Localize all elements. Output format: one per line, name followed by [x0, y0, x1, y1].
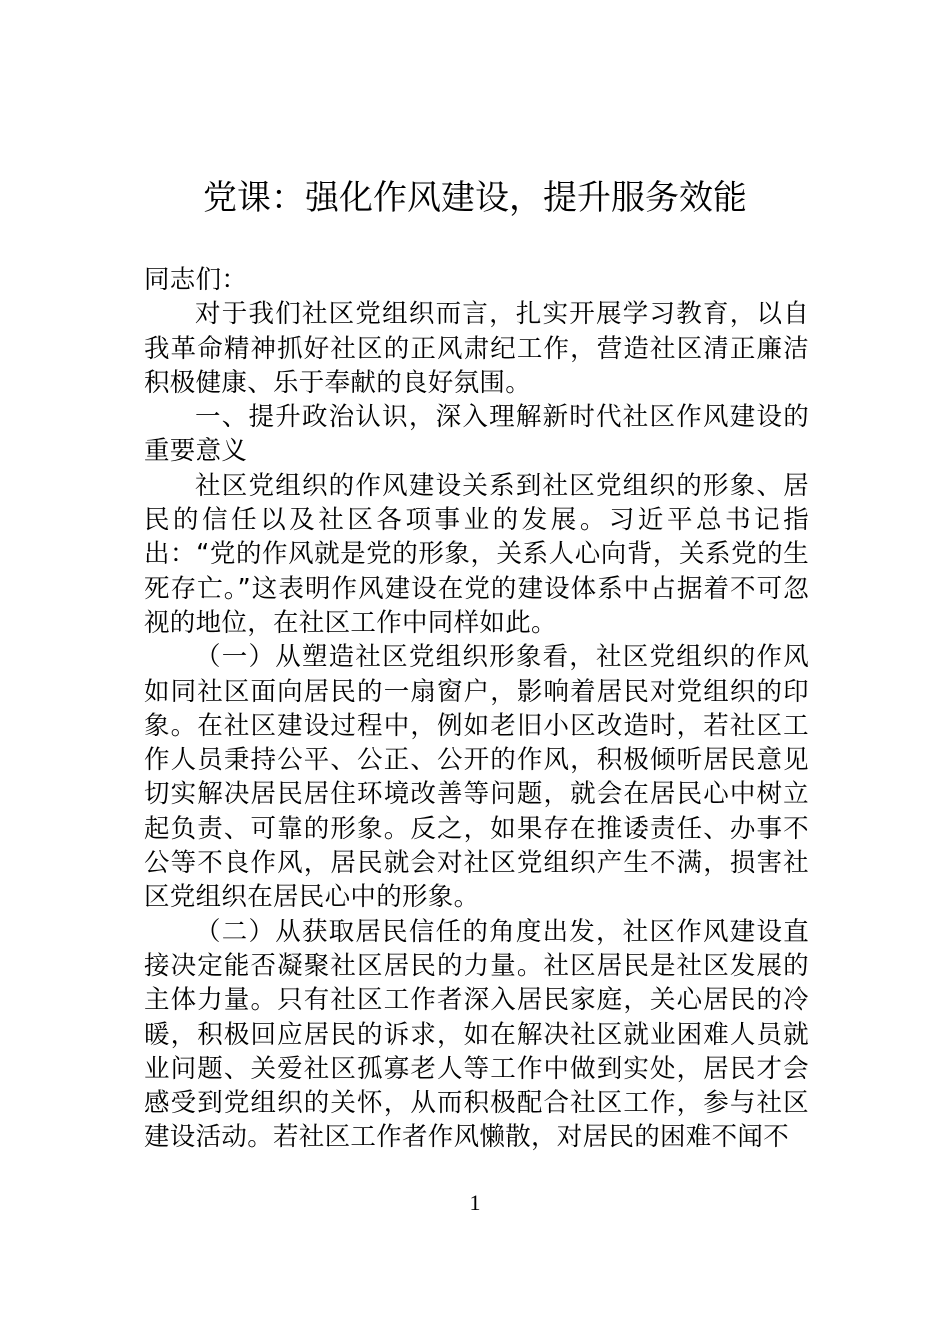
paragraph-point-1: （一）从塑造社区党组织形象看，社区党组织的作风如同社区面向居民的一扇窗户，影响着居民对党组织的印象。在社区建设过程中，例如老旧小区改造时，若社区工作人员秉持公平、公正、公开的作风，积极倾听居民意见切实解决居民居住环境改善等问题，就会在居民心中树立起负责、可靠的形象。反之，如果存在推诿责任、办事不公等不良作风，居民就会对社区党组织产生不满，损害社区党组织在居民心中的形象。	[144, 642, 809, 913]
paragraph-point-2: （二）从获取居民信任的角度出发，社区作风建设直接决定能否凝聚社区居民的力量。社区居民是社区发展的主体力量。只有社区工作者深入居民家庭，关心居民的冷暖，积极回应居民的诉求，如在解决社区就业困难人员就业问题、关爱社区孤寡老人等工作中做到实处，居民才会感受到党组织的关怀，从而积极配合社区工作，参与社区建设活动。若社区工作者作风懒散，对居民的困难不闻不	[144, 916, 809, 1153]
document-title: 党课：强化作风建设，提升服务效能	[203, 178, 747, 218]
paragraph-intro: 对于我们社区党组织而言，扎实开展学习教育，以自我革命精神抓好社区的正风肃纪工作，营造社区清正廉洁积极健康、乐于奉献的良好氛围。	[144, 299, 809, 398]
document-body	[144, 263, 809, 1155]
section-heading-1: 一、提升政治认识，深入理解新时代社区作风建设的重要意义	[144, 402, 809, 467]
page-number: 1	[469, 1190, 481, 1215]
salutation: 同志们：	[144, 265, 248, 295]
paragraph-section-1: 社区党组织的作风建设关系到社区党组织的形象、居民的信任以及社区各项事业的发展。习近平总书记指出：“党的作风就是党的形象，关系人心向背，关系党的生死存亡。”这表明作风建设在党的建设体系中占据着不可忽视的地位，在社区工作中同样如此。	[144, 470, 809, 638]
